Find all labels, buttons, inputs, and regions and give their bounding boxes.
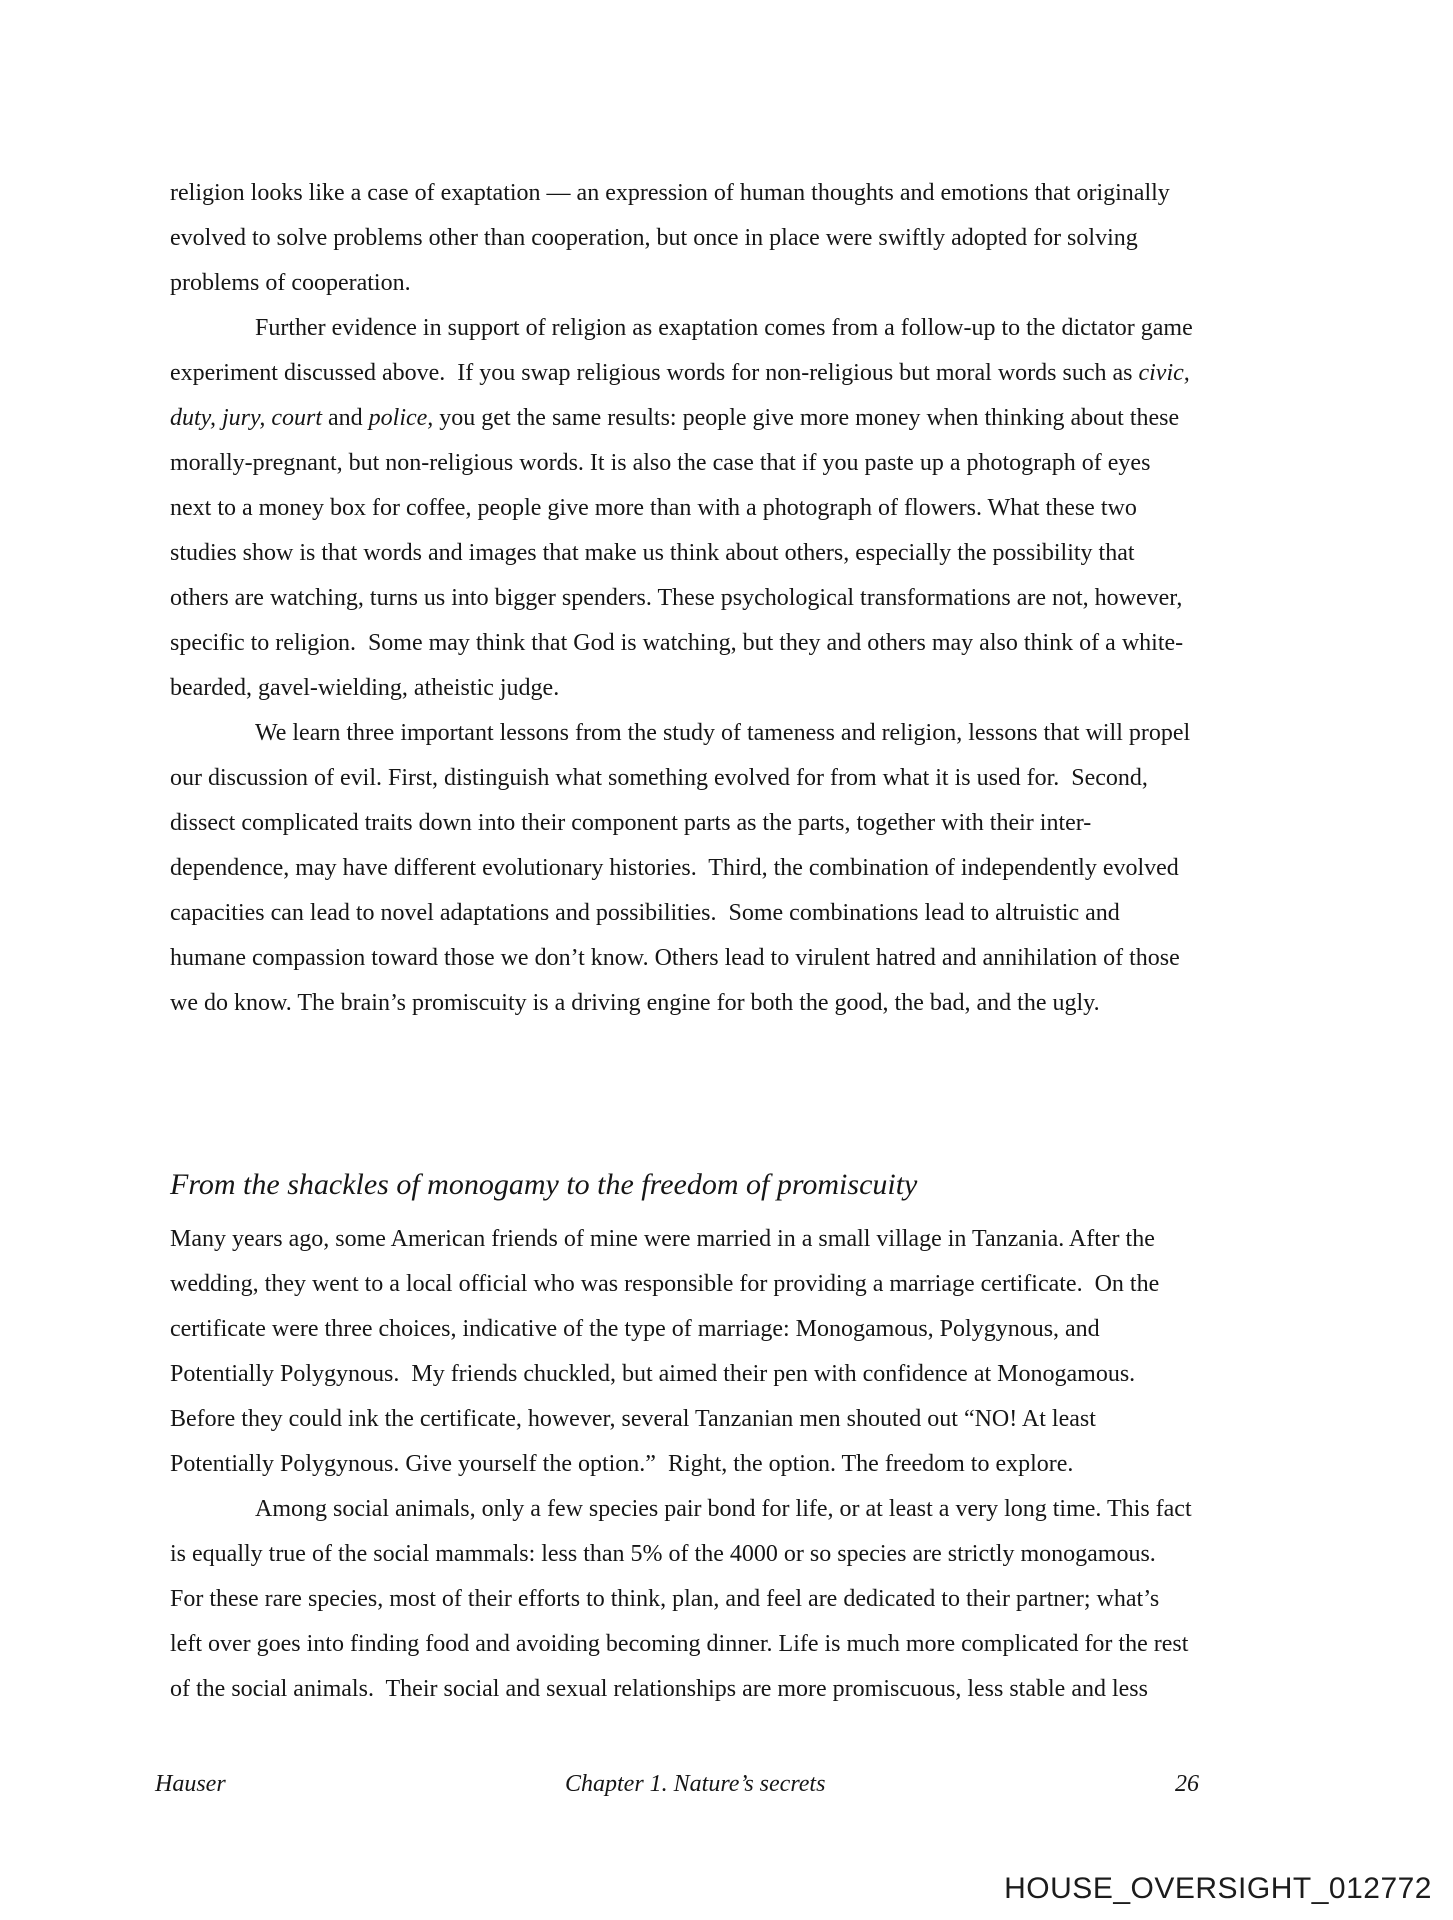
text-line: [170, 1532, 1370, 1577]
text-line: [170, 531, 1370, 576]
text-line: [170, 441, 1370, 486]
text-segment: you get the same results: people give more money when thinking about these: [433, 405, 1180, 431]
footer-page-number: 26: [1175, 1771, 1199, 1797]
text-segment: capacities can lead to novel adaptations and possibilities. Some combinations lead to altruistic and: [170, 900, 1120, 926]
text-segment: We learn three important lessons from the study of tameness and religion, lessons that will propel: [255, 720, 1191, 746]
text-segment: Potentially Polygynous. Give yourself the option.” Right, the option. The freedom to explore.: [170, 1451, 1074, 1477]
text-line: [170, 756, 1370, 801]
text-segment: Potentially Polygynous. My friends chuckled, but aimed their pen with confidence at Monogamous.: [170, 1361, 1136, 1387]
body-text-block-2: [170, 1217, 1370, 1712]
text-line: [170, 396, 1370, 441]
text-segment: studies show is that words and images that make us think about others, especially the possibility that: [170, 540, 1135, 566]
text-segment: and: [322, 405, 369, 431]
text-segment: Many years ago, some American friends of mine were married in a small village in Tanzania. After the: [170, 1226, 1155, 1252]
text-line: [170, 1352, 1370, 1397]
text-line: [170, 891, 1370, 936]
text-segment: wedding, they went to a local official who was responsible for providing a marriage certificate. On the: [170, 1271, 1160, 1297]
text-segment: next to a money box for coffee, people give more than with a photograph of flowers. What these two: [170, 495, 1137, 521]
bates-stamp-watermark: HOUSE_OVERSIGHT_012772: [1004, 1872, 1432, 1905]
text-line: [170, 1487, 1370, 1532]
text-line: [170, 936, 1370, 981]
italic-text-segment: civic,: [1138, 360, 1190, 386]
italic-text-segment: duty, jury, court: [170, 405, 322, 431]
text-line: [170, 171, 1370, 216]
body-text-block-1: [170, 171, 1370, 1026]
text-line: [170, 1217, 1370, 1262]
text-segment: Further evidence in support of religion as exaptation comes from a follow-up to the dictator game: [255, 315, 1193, 341]
text-line: [170, 1397, 1370, 1442]
text-segment: religion looks like a case of exaptation — an expression of human thoughts and emotions that originally: [170, 180, 1170, 206]
text-segment: For these rare species, most of their efforts to think, plan, and feel are dedicated to their partner; what’s: [170, 1586, 1160, 1612]
text-line: [170, 621, 1370, 666]
text-line: [170, 486, 1370, 531]
text-line: [170, 1622, 1370, 1667]
text-segment: specific to religion. Some may think that God is watching, but they and others may also think of a white-: [170, 630, 1184, 656]
text-segment: dissect complicated traits down into their component parts as the parts, together with their inter-: [170, 810, 1092, 836]
text-segment: our discussion of evil. First, distinguish what something evolved for from what it is used for. Second,: [170, 765, 1148, 791]
text-line: [170, 1442, 1370, 1487]
footer-chapter-title: Chapter 1. Nature’s secrets: [565, 1771, 826, 1797]
text-line: [170, 846, 1370, 891]
text-segment: problems of cooperation.: [170, 270, 411, 296]
text-segment: is equally true of the social mammals: less than 5% of the 4000 or so species are strictly monogamous.: [170, 1541, 1156, 1567]
text-line: [170, 306, 1370, 351]
text-line: [170, 216, 1370, 261]
text-segment: of the social animals. Their social and sexual relationships are more promiscuous, less stable and less: [170, 1676, 1148, 1702]
text-line: [170, 261, 1370, 306]
text-line: [170, 711, 1370, 756]
text-line: [170, 576, 1370, 621]
text-segment: experiment discussed above. If you swap religious words for non-religious but moral words such as: [170, 360, 1139, 386]
text-line: [170, 981, 1370, 1026]
text-segment: morally-pregnant, but non-religious words. It is also the case that if you paste up a photograph of eyes: [170, 450, 1151, 476]
section-heading: From the shackles of monogamy to the freedom of promiscuity: [170, 1168, 918, 1201]
text-segment: evolved to solve problems other than cooperation, but once in place were swiftly adopted for solving: [170, 225, 1138, 251]
text-segment: dependence, may have different evolutionary histories. Third, the combination of independently evolved: [170, 855, 1179, 881]
text-line: [170, 666, 1370, 711]
text-line: [170, 801, 1370, 846]
text-line: [170, 1262, 1370, 1307]
text-segment: bearded, gavel-wielding, atheistic judge.: [170, 675, 560, 701]
text-line: [170, 1577, 1370, 1622]
text-segment: we do know. The brain’s promiscuity is a driving engine for both the good, the bad, and the ugly.: [170, 990, 1100, 1016]
text-line: [170, 1307, 1370, 1352]
text-segment: others are watching, turns us into bigger spenders. These psychological transformations are not, however,: [170, 585, 1183, 611]
text-segment: humane compassion toward those we don’t know. Others lead to virulent hatred and annihilation of those: [170, 945, 1180, 971]
italic-text-segment: police,: [368, 405, 434, 431]
text-segment: Before they could ink the certificate, however, several Tanzanian men shouted out “NO! At least: [170, 1406, 1096, 1432]
text-line: [170, 351, 1370, 396]
text-segment: certificate were three choices, indicative of the type of marriage: Monogamous, Polygynous, and: [170, 1316, 1100, 1342]
text-segment: Among social animals, only a few species pair bond for life, or at least a very long time. This fact: [255, 1496, 1192, 1522]
text-segment: left over goes into finding food and avoiding becoming dinner. Life is much more complicated for the rest: [170, 1631, 1189, 1657]
footer-author: Hauser: [155, 1771, 226, 1797]
text-line: [170, 1667, 1370, 1712]
